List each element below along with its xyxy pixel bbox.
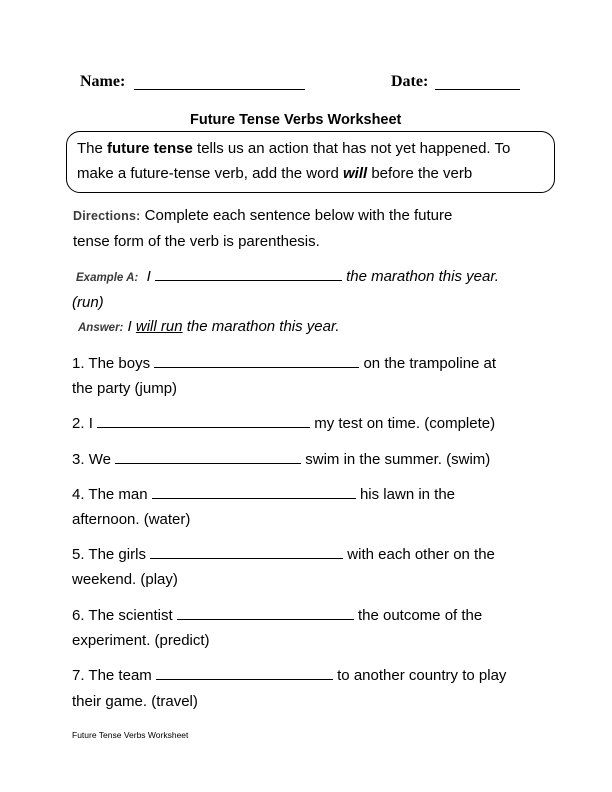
- date-label: Date:: [391, 73, 429, 90]
- answer-label: Answer:: [78, 322, 124, 334]
- directions-line-1: Directions: Complete each sentence below with the future: [73, 207, 453, 224]
- answer-blank[interactable]: [177, 605, 354, 620]
- example-label: Example A:: [76, 272, 139, 284]
- question-5: 5. The girls with each other on the: [72, 546, 495, 563]
- answer-blank[interactable]: [115, 449, 301, 464]
- question-7-line-2: their game. (travel): [72, 693, 198, 710]
- question-1-line-2: the party (jump): [72, 380, 178, 397]
- answer-line: Answer: I will run the marathon this year.: [78, 318, 340, 335]
- answer-blank[interactable]: [152, 484, 356, 499]
- definition-term: future tense: [107, 140, 193, 157]
- name-field[interactable]: [134, 89, 305, 90]
- name-label: Name:: [80, 73, 126, 90]
- question-1: 1. The boys on the trampoline at: [72, 355, 497, 372]
- page-footer: Future Tense Verbs Worksheet: [72, 730, 189, 740]
- directions-label: Directions:: [73, 209, 141, 223]
- worksheet-title: Future Tense Verbs Worksheet: [190, 112, 402, 128]
- date-field[interactable]: [435, 89, 520, 90]
- answer-blank[interactable]: [154, 353, 359, 368]
- question-6-line-2: experiment. (predict): [72, 632, 210, 649]
- definition-keyword: will: [342, 165, 368, 182]
- question-7: 7. The team to another country to play: [72, 667, 507, 684]
- example-blank: [155, 266, 342, 281]
- example-verb: (run): [72, 294, 104, 311]
- question-4-line-2: afternoon. (water): [72, 511, 191, 528]
- question-2: 2. I my test on time. (complete): [72, 415, 496, 432]
- answer-verb: will run: [135, 318, 183, 335]
- example-line: Example A: I the marathon this year.: [76, 268, 499, 285]
- definition-line-1: The future tense tells us an action that has not yet happened. To: [77, 140, 511, 157]
- question-3: 3. We swim in the summer. (swim): [72, 451, 491, 468]
- question-5-line-2: weekend. (play): [72, 571, 178, 588]
- question-4: 4. The man his lawn in the: [72, 486, 456, 503]
- question-6: 6. The scientist the outcome of the: [72, 607, 483, 624]
- definition-line-2: make a future-tense verb, add the word will before the verb: [77, 165, 473, 182]
- answer-blank[interactable]: [156, 665, 333, 680]
- answer-blank[interactable]: [97, 413, 310, 428]
- answer-blank[interactable]: [150, 544, 343, 559]
- directions-line-2: tense form of the verb is parenthesis.: [73, 233, 320, 250]
